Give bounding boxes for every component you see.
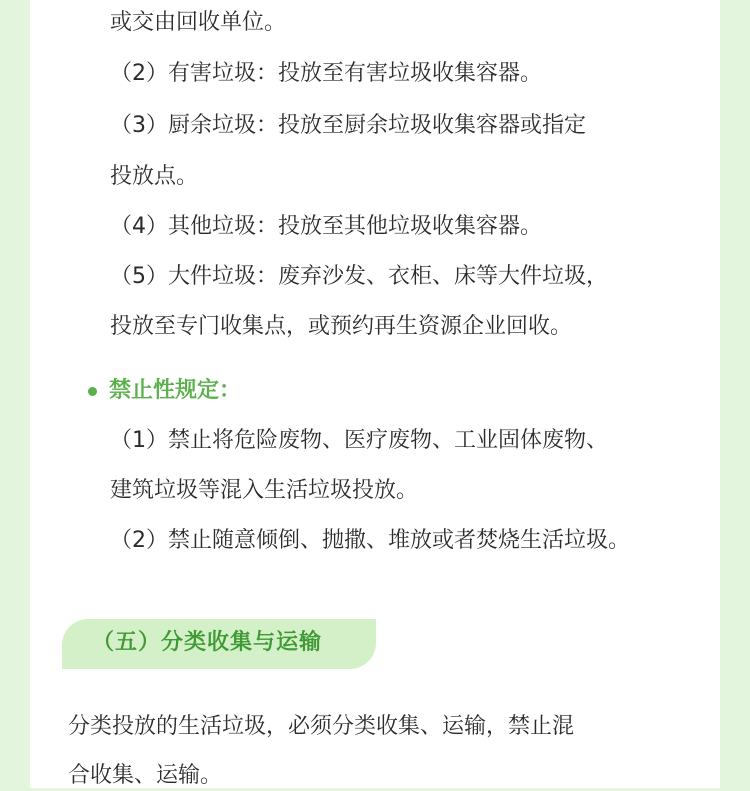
text-line-kitchen-cont: 投放点。: [110, 164, 199, 189]
text-line-other: （4）其他垃圾：投放至其他垃圾收集容器。: [110, 214, 542, 239]
text-line-bulky-cont: 投放至专门收集点，或预约再生资源企业回收。: [110, 314, 573, 339]
bullet-dot-icon: [88, 387, 97, 396]
section-title: （五）分类收集与运输: [92, 630, 323, 655]
prohibition-line-1: （1）禁止将危险废物、医疗废物、工业固体废物、: [110, 428, 608, 453]
prohibition-line-2: （2）禁止随意倾倒、抛撒、堆放或者焚烧生活垃圾。: [110, 528, 630, 553]
prohibition-heading: [88, 376, 241, 406]
section-body-line-2: 合收集、运输。: [68, 763, 223, 788]
text-line-bulky: （5）大件垃圾：废弃沙发、衣柜、床等大件垃圾，: [110, 264, 608, 289]
text-line-1: 或交由回收单位。: [110, 10, 287, 35]
text-line-kitchen: （3）厨余垃圾：投放至厨余垃圾收集容器或指定: [110, 113, 586, 138]
prohibition-title: 禁止性规定：: [109, 378, 242, 403]
prohibition-line-1-cont: 建筑垃圾等混入生活垃圾投放。: [110, 478, 419, 503]
text-line-hazardous: （2）有害垃圾：投放至有害垃圾收集容器。: [110, 61, 542, 86]
section-body-line-1: 分类投放的生活垃圾，必须分类收集、运输，禁止混: [68, 714, 575, 739]
